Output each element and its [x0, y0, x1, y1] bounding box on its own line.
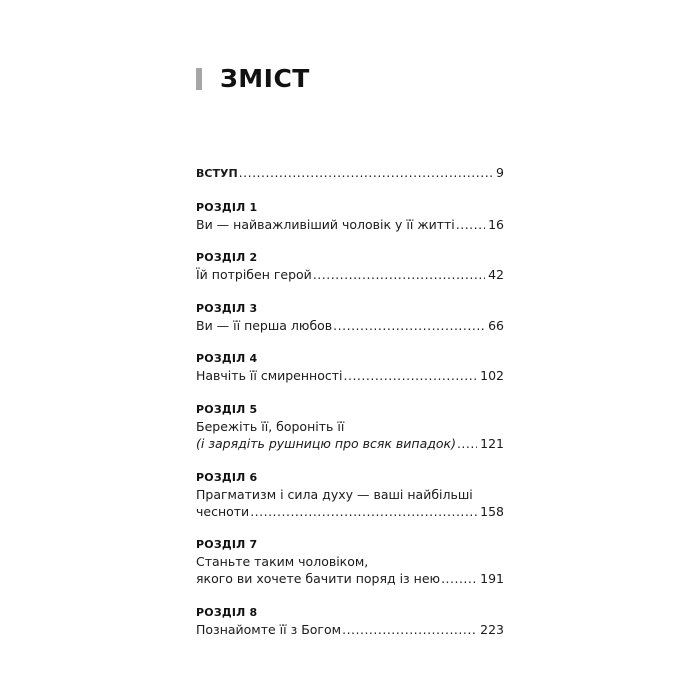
chapter-title: Прагматизм і сила духу — ваші найбільші — [196, 486, 473, 502]
chapter-title-continued: якого ви хочете бачити поряд із нею — [196, 571, 441, 587]
dot-leader — [239, 164, 493, 181]
toc-entry-title: ВСТУП — [196, 167, 238, 180]
dot-leader — [344, 367, 478, 384]
title-accent-bar — [196, 68, 202, 90]
chapter-label: РОЗДІЛ 5 — [196, 402, 258, 416]
chapter-label: РОЗДІЛ 4 — [196, 352, 258, 366]
chapter-label: РОЗДІЛ 2 — [196, 251, 258, 265]
toc-entry-chapter-8[interactable] — [196, 604, 504, 638]
chapter-subtitle: (і зарядіть рушницю про всяк випадок) — [196, 435, 456, 451]
chapter-label: РОЗДІЛ 3 — [196, 301, 258, 315]
page-number: 42 — [488, 267, 504, 283]
toc-entry-chapter-7[interactable] — [196, 536, 504, 587]
toc-entry-chapter-6[interactable] — [196, 469, 504, 520]
chapter-label: РОЗДІЛ 8 — [196, 605, 258, 619]
toc-entry-chapter-2[interactable] — [196, 249, 504, 283]
dot-leader — [333, 317, 485, 334]
dot-leader — [342, 621, 477, 638]
toc-entry-chapter-3[interactable] — [196, 300, 504, 334]
page-number: 223 — [480, 621, 504, 637]
dot-leader — [250, 503, 477, 520]
page-number: 66 — [488, 317, 504, 333]
page-number: 102 — [480, 368, 504, 384]
chapter-title: Ви — найважливіший чоловік у її житті — [196, 216, 455, 232]
chapter-title: Їй потрібен герой — [196, 267, 312, 283]
page-number: 121 — [480, 435, 504, 451]
chapter-title: Станьте таким чоловіком, — [196, 554, 369, 570]
table-of-contents — [196, 164, 504, 654]
chapter-title: Навчіть її смиренності — [196, 368, 343, 384]
dot-leader — [441, 570, 477, 587]
chapter-label: РОЗДІЛ 1 — [196, 200, 258, 214]
toc-entry-intro[interactable] — [196, 164, 504, 182]
title-text: ЗМІСТ — [220, 64, 310, 93]
chapter-label: РОЗДІЛ 6 — [196, 470, 258, 484]
toc-entry-chapter-4[interactable] — [196, 350, 504, 384]
chapter-title: Ви — її перша любов — [196, 317, 333, 333]
page-title — [196, 64, 310, 93]
page-number: 158 — [480, 503, 504, 519]
chapter-label: РОЗДІЛ 7 — [196, 538, 258, 552]
toc-entry-chapter-1[interactable] — [196, 199, 504, 233]
page-number: 191 — [480, 571, 504, 587]
page-number: 16 — [488, 216, 504, 232]
dot-leader — [456, 216, 485, 233]
page-number: 9 — [496, 165, 504, 180]
chapter-title-continued: чесноти — [196, 503, 250, 519]
chapter-title: Бережіть її, бороніть її — [196, 418, 345, 434]
chapter-title: Познайомте її з Богом — [196, 621, 342, 637]
toc-entry-chapter-5[interactable] — [196, 401, 504, 452]
dot-leader — [313, 266, 485, 283]
dot-leader — [457, 435, 477, 452]
